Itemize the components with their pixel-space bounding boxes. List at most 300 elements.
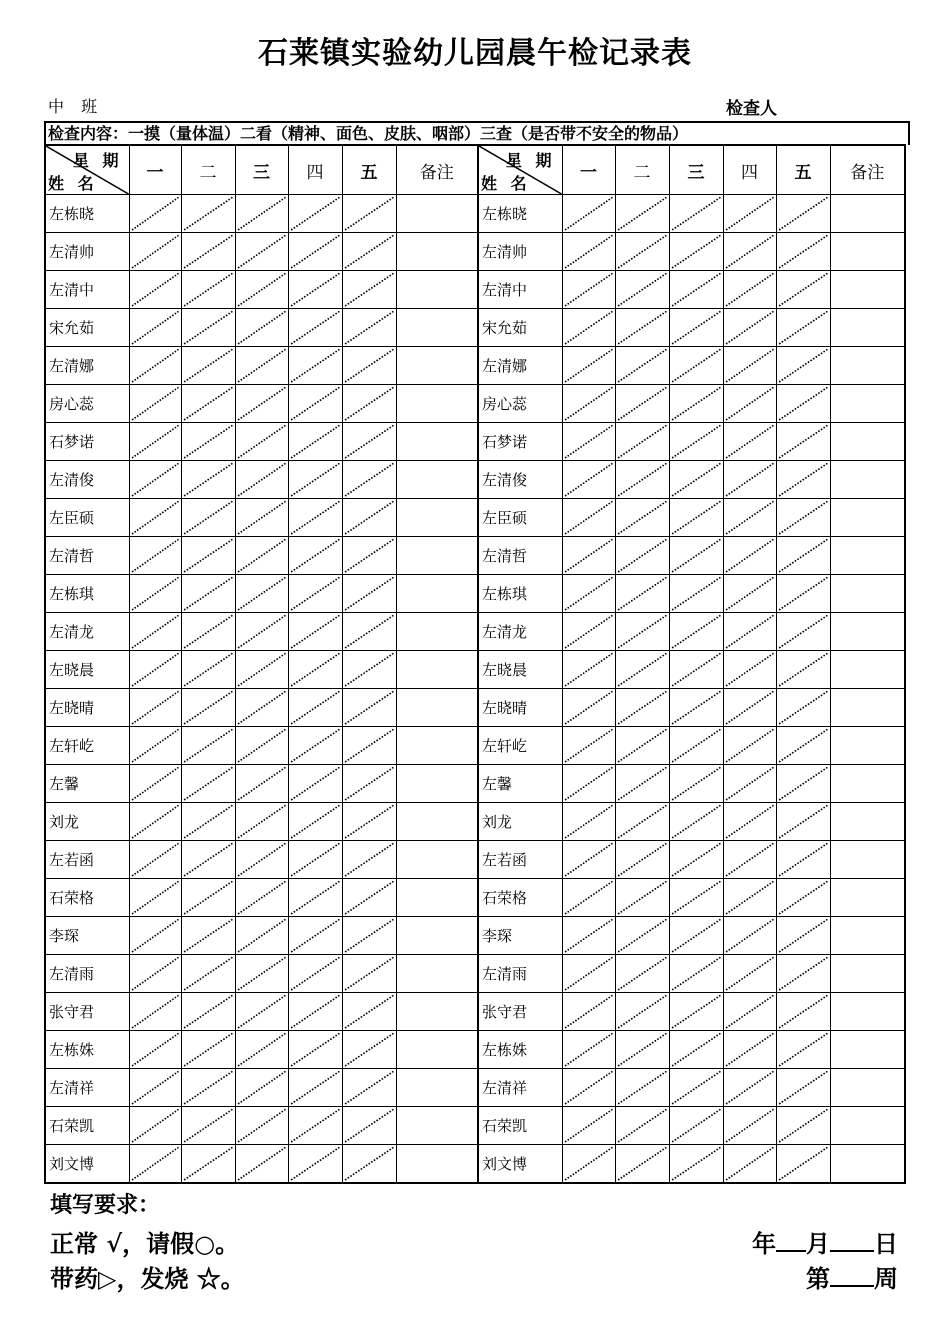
remark-cell-right[interactable] xyxy=(830,271,905,309)
check-cell-left-day-2[interactable] xyxy=(181,233,235,271)
remark-cell-right[interactable] xyxy=(830,1107,905,1145)
check-cell-left-day-3[interactable] xyxy=(235,689,288,727)
remark-cell-right[interactable] xyxy=(830,879,905,917)
remark-cell-left[interactable] xyxy=(396,689,478,727)
check-cell-left-day-2[interactable] xyxy=(181,537,235,575)
check-cell-right-day-1[interactable] xyxy=(562,1069,615,1107)
check-cell-left-day-1[interactable] xyxy=(129,765,181,803)
remark-cell-left[interactable] xyxy=(396,1031,478,1069)
remark-cell-left[interactable] xyxy=(396,765,478,803)
check-cell-right-day-1[interactable] xyxy=(562,727,615,765)
check-cell-right-day-1[interactable] xyxy=(562,499,615,537)
check-cell-right-day-5[interactable] xyxy=(776,1145,830,1184)
check-cell-right-day-3[interactable] xyxy=(669,423,723,461)
check-cell-right-day-5[interactable] xyxy=(776,499,830,537)
check-cell-right-day-5[interactable] xyxy=(776,841,830,879)
check-cell-right-day-1[interactable] xyxy=(562,803,615,841)
remark-cell-left[interactable] xyxy=(396,993,478,1031)
check-cell-right-day-4[interactable] xyxy=(723,841,776,879)
check-cell-left-day-4[interactable] xyxy=(288,613,342,651)
check-cell-right-day-3[interactable] xyxy=(669,613,723,651)
check-cell-left-day-4[interactable] xyxy=(288,917,342,955)
check-cell-right-day-4[interactable] xyxy=(723,613,776,651)
check-cell-left-day-3[interactable] xyxy=(235,879,288,917)
check-cell-left-day-5[interactable] xyxy=(342,499,396,537)
remark-cell-left[interactable] xyxy=(396,1107,478,1145)
remark-cell-left[interactable] xyxy=(396,803,478,841)
check-cell-left-day-4[interactable] xyxy=(288,689,342,727)
check-cell-right-day-5[interactable] xyxy=(776,423,830,461)
check-cell-left-day-1[interactable] xyxy=(129,309,181,347)
check-cell-right-day-2[interactable] xyxy=(615,499,669,537)
check-cell-left-day-4[interactable] xyxy=(288,651,342,689)
check-cell-left-day-5[interactable] xyxy=(342,689,396,727)
check-cell-right-day-2[interactable] xyxy=(615,537,669,575)
check-cell-right-day-1[interactable] xyxy=(562,1031,615,1069)
check-cell-right-day-3[interactable] xyxy=(669,537,723,575)
check-cell-right-day-2[interactable] xyxy=(615,1107,669,1145)
check-cell-right-day-5[interactable] xyxy=(776,537,830,575)
check-cell-left-day-3[interactable] xyxy=(235,1145,288,1184)
check-cell-right-day-4[interactable] xyxy=(723,347,776,385)
remark-cell-left[interactable] xyxy=(396,575,478,613)
remark-cell-right[interactable] xyxy=(830,993,905,1031)
remark-cell-left[interactable] xyxy=(396,499,478,537)
check-cell-left-day-3[interactable] xyxy=(235,727,288,765)
check-cell-right-day-2[interactable] xyxy=(615,651,669,689)
check-cell-left-day-5[interactable] xyxy=(342,385,396,423)
check-cell-left-day-5[interactable] xyxy=(342,993,396,1031)
check-cell-left-day-1[interactable] xyxy=(129,1107,181,1145)
remark-cell-left[interactable] xyxy=(396,1145,478,1184)
check-cell-left-day-3[interactable] xyxy=(235,271,288,309)
check-cell-left-day-5[interactable] xyxy=(342,803,396,841)
check-cell-left-day-4[interactable] xyxy=(288,803,342,841)
check-cell-left-day-3[interactable] xyxy=(235,575,288,613)
check-cell-left-day-3[interactable] xyxy=(235,917,288,955)
check-cell-right-day-4[interactable] xyxy=(723,993,776,1031)
check-cell-right-day-4[interactable] xyxy=(723,651,776,689)
check-cell-left-day-4[interactable] xyxy=(288,499,342,537)
check-cell-left-day-3[interactable] xyxy=(235,233,288,271)
check-cell-right-day-2[interactable] xyxy=(615,689,669,727)
check-cell-left-day-1[interactable] xyxy=(129,803,181,841)
remark-cell-right[interactable] xyxy=(830,385,905,423)
check-cell-right-day-3[interactable] xyxy=(669,347,723,385)
check-cell-right-day-3[interactable] xyxy=(669,1107,723,1145)
check-cell-left-day-4[interactable] xyxy=(288,1069,342,1107)
remark-cell-right[interactable] xyxy=(830,803,905,841)
remark-cell-right[interactable] xyxy=(830,347,905,385)
check-cell-right-day-1[interactable] xyxy=(562,347,615,385)
check-cell-left-day-2[interactable] xyxy=(181,727,235,765)
check-cell-left-day-5[interactable] xyxy=(342,1069,396,1107)
check-cell-left-day-3[interactable] xyxy=(235,993,288,1031)
check-cell-left-day-5[interactable] xyxy=(342,765,396,803)
check-cell-right-day-2[interactable] xyxy=(615,385,669,423)
check-cell-right-day-1[interactable] xyxy=(562,233,615,271)
check-cell-right-day-4[interactable] xyxy=(723,271,776,309)
check-cell-left-day-1[interactable] xyxy=(129,993,181,1031)
remark-cell-left[interactable] xyxy=(396,271,478,309)
check-cell-left-day-2[interactable] xyxy=(181,1107,235,1145)
check-cell-right-day-4[interactable] xyxy=(723,461,776,499)
check-cell-left-day-5[interactable] xyxy=(342,879,396,917)
check-cell-left-day-1[interactable] xyxy=(129,1069,181,1107)
check-cell-right-day-2[interactable] xyxy=(615,917,669,955)
check-cell-right-day-1[interactable] xyxy=(562,993,615,1031)
check-cell-left-day-3[interactable] xyxy=(235,841,288,879)
check-cell-left-day-4[interactable] xyxy=(288,1031,342,1069)
remark-cell-right[interactable] xyxy=(830,195,905,233)
check-cell-left-day-2[interactable] xyxy=(181,1145,235,1184)
check-cell-right-day-1[interactable] xyxy=(562,423,615,461)
check-cell-left-day-1[interactable] xyxy=(129,1145,181,1184)
remark-cell-left[interactable] xyxy=(396,537,478,575)
check-cell-right-day-2[interactable] xyxy=(615,765,669,803)
check-cell-left-day-5[interactable] xyxy=(342,461,396,499)
check-cell-left-day-2[interactable] xyxy=(181,917,235,955)
check-cell-left-day-2[interactable] xyxy=(181,803,235,841)
check-cell-right-day-4[interactable] xyxy=(723,1031,776,1069)
check-cell-left-day-5[interactable] xyxy=(342,613,396,651)
check-cell-right-day-4[interactable] xyxy=(723,917,776,955)
month-blank[interactable] xyxy=(776,1228,806,1252)
remark-cell-right[interactable] xyxy=(830,233,905,271)
remark-cell-left[interactable] xyxy=(396,917,478,955)
check-cell-left-day-1[interactable] xyxy=(129,651,181,689)
remark-cell-left[interactable] xyxy=(396,385,478,423)
check-cell-left-day-5[interactable] xyxy=(342,309,396,347)
check-cell-left-day-2[interactable] xyxy=(181,651,235,689)
remark-cell-left[interactable] xyxy=(396,233,478,271)
check-cell-right-day-5[interactable] xyxy=(776,727,830,765)
remark-cell-right[interactable] xyxy=(830,727,905,765)
check-cell-right-day-5[interactable] xyxy=(776,309,830,347)
check-cell-right-day-1[interactable] xyxy=(562,195,615,233)
check-cell-right-day-1[interactable] xyxy=(562,689,615,727)
check-cell-right-day-5[interactable] xyxy=(776,955,830,993)
check-cell-right-day-2[interactable] xyxy=(615,879,669,917)
check-cell-left-day-2[interactable] xyxy=(181,385,235,423)
remark-cell-right[interactable] xyxy=(830,765,905,803)
check-cell-left-day-1[interactable] xyxy=(129,499,181,537)
check-cell-left-day-3[interactable] xyxy=(235,1069,288,1107)
remark-cell-left[interactable] xyxy=(396,841,478,879)
check-cell-left-day-2[interactable] xyxy=(181,1069,235,1107)
check-cell-left-day-5[interactable] xyxy=(342,651,396,689)
check-cell-right-day-3[interactable] xyxy=(669,1069,723,1107)
check-cell-left-day-3[interactable] xyxy=(235,613,288,651)
remark-cell-right[interactable] xyxy=(830,651,905,689)
remark-cell-left[interactable] xyxy=(396,195,478,233)
check-cell-right-day-2[interactable] xyxy=(615,993,669,1031)
check-cell-right-day-1[interactable] xyxy=(562,613,615,651)
check-cell-right-day-4[interactable] xyxy=(723,195,776,233)
remark-cell-right[interactable] xyxy=(830,613,905,651)
check-cell-right-day-1[interactable] xyxy=(562,879,615,917)
check-cell-left-day-1[interactable] xyxy=(129,879,181,917)
check-cell-right-day-2[interactable] xyxy=(615,841,669,879)
check-cell-right-day-4[interactable] xyxy=(723,879,776,917)
check-cell-left-day-1[interactable] xyxy=(129,271,181,309)
remark-cell-right[interactable] xyxy=(830,1031,905,1069)
check-cell-right-day-3[interactable] xyxy=(669,499,723,537)
check-cell-right-day-4[interactable] xyxy=(723,499,776,537)
remark-cell-left[interactable] xyxy=(396,613,478,651)
check-cell-left-day-2[interactable] xyxy=(181,879,235,917)
check-cell-right-day-2[interactable] xyxy=(615,575,669,613)
check-cell-right-day-3[interactable] xyxy=(669,689,723,727)
remark-cell-right[interactable] xyxy=(830,955,905,993)
check-cell-right-day-2[interactable] xyxy=(615,423,669,461)
check-cell-left-day-4[interactable] xyxy=(288,841,342,879)
remark-cell-right[interactable] xyxy=(830,537,905,575)
check-cell-right-day-3[interactable] xyxy=(669,1031,723,1069)
check-cell-right-day-3[interactable] xyxy=(669,841,723,879)
check-cell-left-day-4[interactable] xyxy=(288,309,342,347)
check-cell-right-day-4[interactable] xyxy=(723,1145,776,1184)
check-cell-right-day-2[interactable] xyxy=(615,727,669,765)
check-cell-left-day-2[interactable] xyxy=(181,423,235,461)
check-cell-left-day-4[interactable] xyxy=(288,1107,342,1145)
remark-cell-left[interactable] xyxy=(396,879,478,917)
check-cell-left-day-2[interactable] xyxy=(181,841,235,879)
check-cell-right-day-2[interactable] xyxy=(615,233,669,271)
check-cell-left-day-1[interactable] xyxy=(129,347,181,385)
check-cell-left-day-3[interactable] xyxy=(235,765,288,803)
remark-cell-right[interactable] xyxy=(830,689,905,727)
check-cell-left-day-4[interactable] xyxy=(288,347,342,385)
check-cell-left-day-2[interactable] xyxy=(181,613,235,651)
check-cell-right-day-5[interactable] xyxy=(776,575,830,613)
check-cell-left-day-1[interactable] xyxy=(129,917,181,955)
check-cell-right-day-5[interactable] xyxy=(776,1107,830,1145)
check-cell-right-day-5[interactable] xyxy=(776,271,830,309)
check-cell-left-day-5[interactable] xyxy=(342,423,396,461)
check-cell-left-day-2[interactable] xyxy=(181,765,235,803)
check-cell-right-day-1[interactable] xyxy=(562,917,615,955)
check-cell-left-day-3[interactable] xyxy=(235,347,288,385)
remark-cell-right[interactable] xyxy=(830,1069,905,1107)
check-cell-left-day-4[interactable] xyxy=(288,955,342,993)
check-cell-left-day-5[interactable] xyxy=(342,575,396,613)
check-cell-right-day-3[interactable] xyxy=(669,727,723,765)
check-cell-left-day-5[interactable] xyxy=(342,195,396,233)
check-cell-right-day-4[interactable] xyxy=(723,575,776,613)
remark-cell-left[interactable] xyxy=(396,727,478,765)
check-cell-left-day-2[interactable] xyxy=(181,499,235,537)
check-cell-left-day-3[interactable] xyxy=(235,1031,288,1069)
check-cell-left-day-4[interactable] xyxy=(288,423,342,461)
check-cell-right-day-4[interactable] xyxy=(723,1107,776,1145)
remark-cell-left[interactable] xyxy=(396,461,478,499)
check-cell-right-day-1[interactable] xyxy=(562,1107,615,1145)
check-cell-right-day-5[interactable] xyxy=(776,993,830,1031)
check-cell-left-day-4[interactable] xyxy=(288,271,342,309)
check-cell-left-day-5[interactable] xyxy=(342,955,396,993)
check-cell-left-day-1[interactable] xyxy=(129,575,181,613)
check-cell-left-day-2[interactable] xyxy=(181,347,235,385)
check-cell-left-day-1[interactable] xyxy=(129,233,181,271)
check-cell-right-day-2[interactable] xyxy=(615,1145,669,1184)
check-cell-right-day-5[interactable] xyxy=(776,803,830,841)
check-cell-left-day-1[interactable] xyxy=(129,689,181,727)
check-cell-left-day-5[interactable] xyxy=(342,727,396,765)
check-cell-left-day-3[interactable] xyxy=(235,309,288,347)
remark-cell-right[interactable] xyxy=(830,309,905,347)
check-cell-left-day-3[interactable] xyxy=(235,461,288,499)
check-cell-left-day-4[interactable] xyxy=(288,537,342,575)
remark-cell-left[interactable] xyxy=(396,1069,478,1107)
check-cell-right-day-3[interactable] xyxy=(669,385,723,423)
check-cell-right-day-5[interactable] xyxy=(776,651,830,689)
check-cell-left-day-4[interactable] xyxy=(288,727,342,765)
check-cell-right-day-2[interactable] xyxy=(615,803,669,841)
check-cell-right-day-1[interactable] xyxy=(562,309,615,347)
check-cell-right-day-4[interactable] xyxy=(723,537,776,575)
check-cell-left-day-3[interactable] xyxy=(235,803,288,841)
check-cell-left-day-4[interactable] xyxy=(288,461,342,499)
check-cell-right-day-5[interactable] xyxy=(776,765,830,803)
check-cell-left-day-4[interactable] xyxy=(288,385,342,423)
check-cell-right-day-1[interactable] xyxy=(562,271,615,309)
check-cell-right-day-1[interactable] xyxy=(562,651,615,689)
check-cell-right-day-5[interactable] xyxy=(776,689,830,727)
check-cell-right-day-5[interactable] xyxy=(776,233,830,271)
check-cell-right-day-5[interactable] xyxy=(776,879,830,917)
check-cell-right-day-4[interactable] xyxy=(723,955,776,993)
day-blank[interactable] xyxy=(830,1228,874,1252)
check-cell-right-day-3[interactable] xyxy=(669,765,723,803)
check-cell-right-day-2[interactable] xyxy=(615,955,669,993)
check-cell-left-day-3[interactable] xyxy=(235,537,288,575)
check-cell-left-day-2[interactable] xyxy=(181,689,235,727)
check-cell-right-day-3[interactable] xyxy=(669,195,723,233)
remark-cell-right[interactable] xyxy=(830,575,905,613)
check-cell-left-day-1[interactable] xyxy=(129,613,181,651)
check-cell-left-day-2[interactable] xyxy=(181,461,235,499)
check-cell-right-day-1[interactable] xyxy=(562,1145,615,1184)
remark-cell-right[interactable] xyxy=(830,423,905,461)
check-cell-right-day-4[interactable] xyxy=(723,803,776,841)
check-cell-right-day-5[interactable] xyxy=(776,1031,830,1069)
check-cell-right-day-2[interactable] xyxy=(615,195,669,233)
check-cell-left-day-4[interactable] xyxy=(288,195,342,233)
check-cell-right-day-2[interactable] xyxy=(615,613,669,651)
check-cell-left-day-4[interactable] xyxy=(288,879,342,917)
check-cell-right-day-3[interactable] xyxy=(669,955,723,993)
check-cell-left-day-2[interactable] xyxy=(181,1031,235,1069)
check-cell-right-day-3[interactable] xyxy=(669,1145,723,1184)
check-cell-right-day-4[interactable] xyxy=(723,765,776,803)
check-cell-left-day-5[interactable] xyxy=(342,1107,396,1145)
check-cell-right-day-5[interactable] xyxy=(776,613,830,651)
check-cell-left-day-5[interactable] xyxy=(342,537,396,575)
check-cell-right-day-3[interactable] xyxy=(669,461,723,499)
check-cell-left-day-2[interactable] xyxy=(181,955,235,993)
remark-cell-right[interactable] xyxy=(830,917,905,955)
check-cell-left-day-4[interactable] xyxy=(288,1145,342,1184)
check-cell-right-day-3[interactable] xyxy=(669,993,723,1031)
remark-cell-right[interactable] xyxy=(830,499,905,537)
check-cell-left-day-5[interactable] xyxy=(342,1031,396,1069)
check-cell-right-day-2[interactable] xyxy=(615,1069,669,1107)
remark-cell-left[interactable] xyxy=(396,651,478,689)
check-cell-left-day-2[interactable] xyxy=(181,575,235,613)
check-cell-left-day-3[interactable] xyxy=(235,385,288,423)
check-cell-right-day-4[interactable] xyxy=(723,233,776,271)
check-cell-right-day-4[interactable] xyxy=(723,689,776,727)
check-cell-left-day-3[interactable] xyxy=(235,1107,288,1145)
check-cell-right-day-1[interactable] xyxy=(562,537,615,575)
remark-cell-right[interactable] xyxy=(830,1145,905,1184)
check-cell-left-day-3[interactable] xyxy=(235,955,288,993)
check-cell-left-day-1[interactable] xyxy=(129,841,181,879)
check-cell-right-day-5[interactable] xyxy=(776,347,830,385)
remark-cell-left[interactable] xyxy=(396,423,478,461)
check-cell-right-day-1[interactable] xyxy=(562,841,615,879)
check-cell-right-day-3[interactable] xyxy=(669,575,723,613)
check-cell-left-day-1[interactable] xyxy=(129,537,181,575)
check-cell-right-day-1[interactable] xyxy=(562,385,615,423)
remark-cell-right[interactable] xyxy=(830,841,905,879)
check-cell-left-day-4[interactable] xyxy=(288,575,342,613)
check-cell-left-day-3[interactable] xyxy=(235,651,288,689)
check-cell-left-day-4[interactable] xyxy=(288,233,342,271)
check-cell-left-day-4[interactable] xyxy=(288,765,342,803)
check-cell-left-day-3[interactable] xyxy=(235,423,288,461)
remark-cell-left[interactable] xyxy=(396,347,478,385)
check-cell-right-day-3[interactable] xyxy=(669,233,723,271)
check-cell-right-day-3[interactable] xyxy=(669,271,723,309)
check-cell-left-day-5[interactable] xyxy=(342,347,396,385)
check-cell-right-day-5[interactable] xyxy=(776,385,830,423)
check-cell-right-day-4[interactable] xyxy=(723,727,776,765)
check-cell-right-day-5[interactable] xyxy=(776,195,830,233)
check-cell-left-day-3[interactable] xyxy=(235,499,288,537)
check-cell-right-day-2[interactable] xyxy=(615,309,669,347)
check-cell-left-day-1[interactable] xyxy=(129,727,181,765)
check-cell-right-day-3[interactable] xyxy=(669,917,723,955)
check-cell-right-day-5[interactable] xyxy=(776,461,830,499)
check-cell-right-day-5[interactable] xyxy=(776,1069,830,1107)
check-cell-right-day-2[interactable] xyxy=(615,271,669,309)
check-cell-left-day-1[interactable] xyxy=(129,461,181,499)
check-cell-right-day-4[interactable] xyxy=(723,423,776,461)
check-cell-left-day-1[interactable] xyxy=(129,955,181,993)
check-cell-right-day-1[interactable] xyxy=(562,955,615,993)
check-cell-right-day-1[interactable] xyxy=(562,765,615,803)
check-cell-right-day-2[interactable] xyxy=(615,347,669,385)
check-cell-right-day-1[interactable] xyxy=(562,575,615,613)
check-cell-right-day-4[interactable] xyxy=(723,309,776,347)
check-cell-right-day-2[interactable] xyxy=(615,1031,669,1069)
check-cell-left-day-1[interactable] xyxy=(129,385,181,423)
check-cell-left-day-5[interactable] xyxy=(342,917,396,955)
remark-cell-right[interactable] xyxy=(830,461,905,499)
check-cell-left-day-5[interactable] xyxy=(342,841,396,879)
remark-cell-left[interactable] xyxy=(396,955,478,993)
check-cell-right-day-3[interactable] xyxy=(669,879,723,917)
check-cell-right-day-3[interactable] xyxy=(669,651,723,689)
check-cell-left-day-2[interactable] xyxy=(181,993,235,1031)
remark-cell-left[interactable] xyxy=(396,309,478,347)
check-cell-right-day-3[interactable] xyxy=(669,803,723,841)
check-cell-left-day-2[interactable] xyxy=(181,195,235,233)
check-cell-right-day-1[interactable] xyxy=(562,461,615,499)
week-blank[interactable] xyxy=(830,1263,874,1287)
